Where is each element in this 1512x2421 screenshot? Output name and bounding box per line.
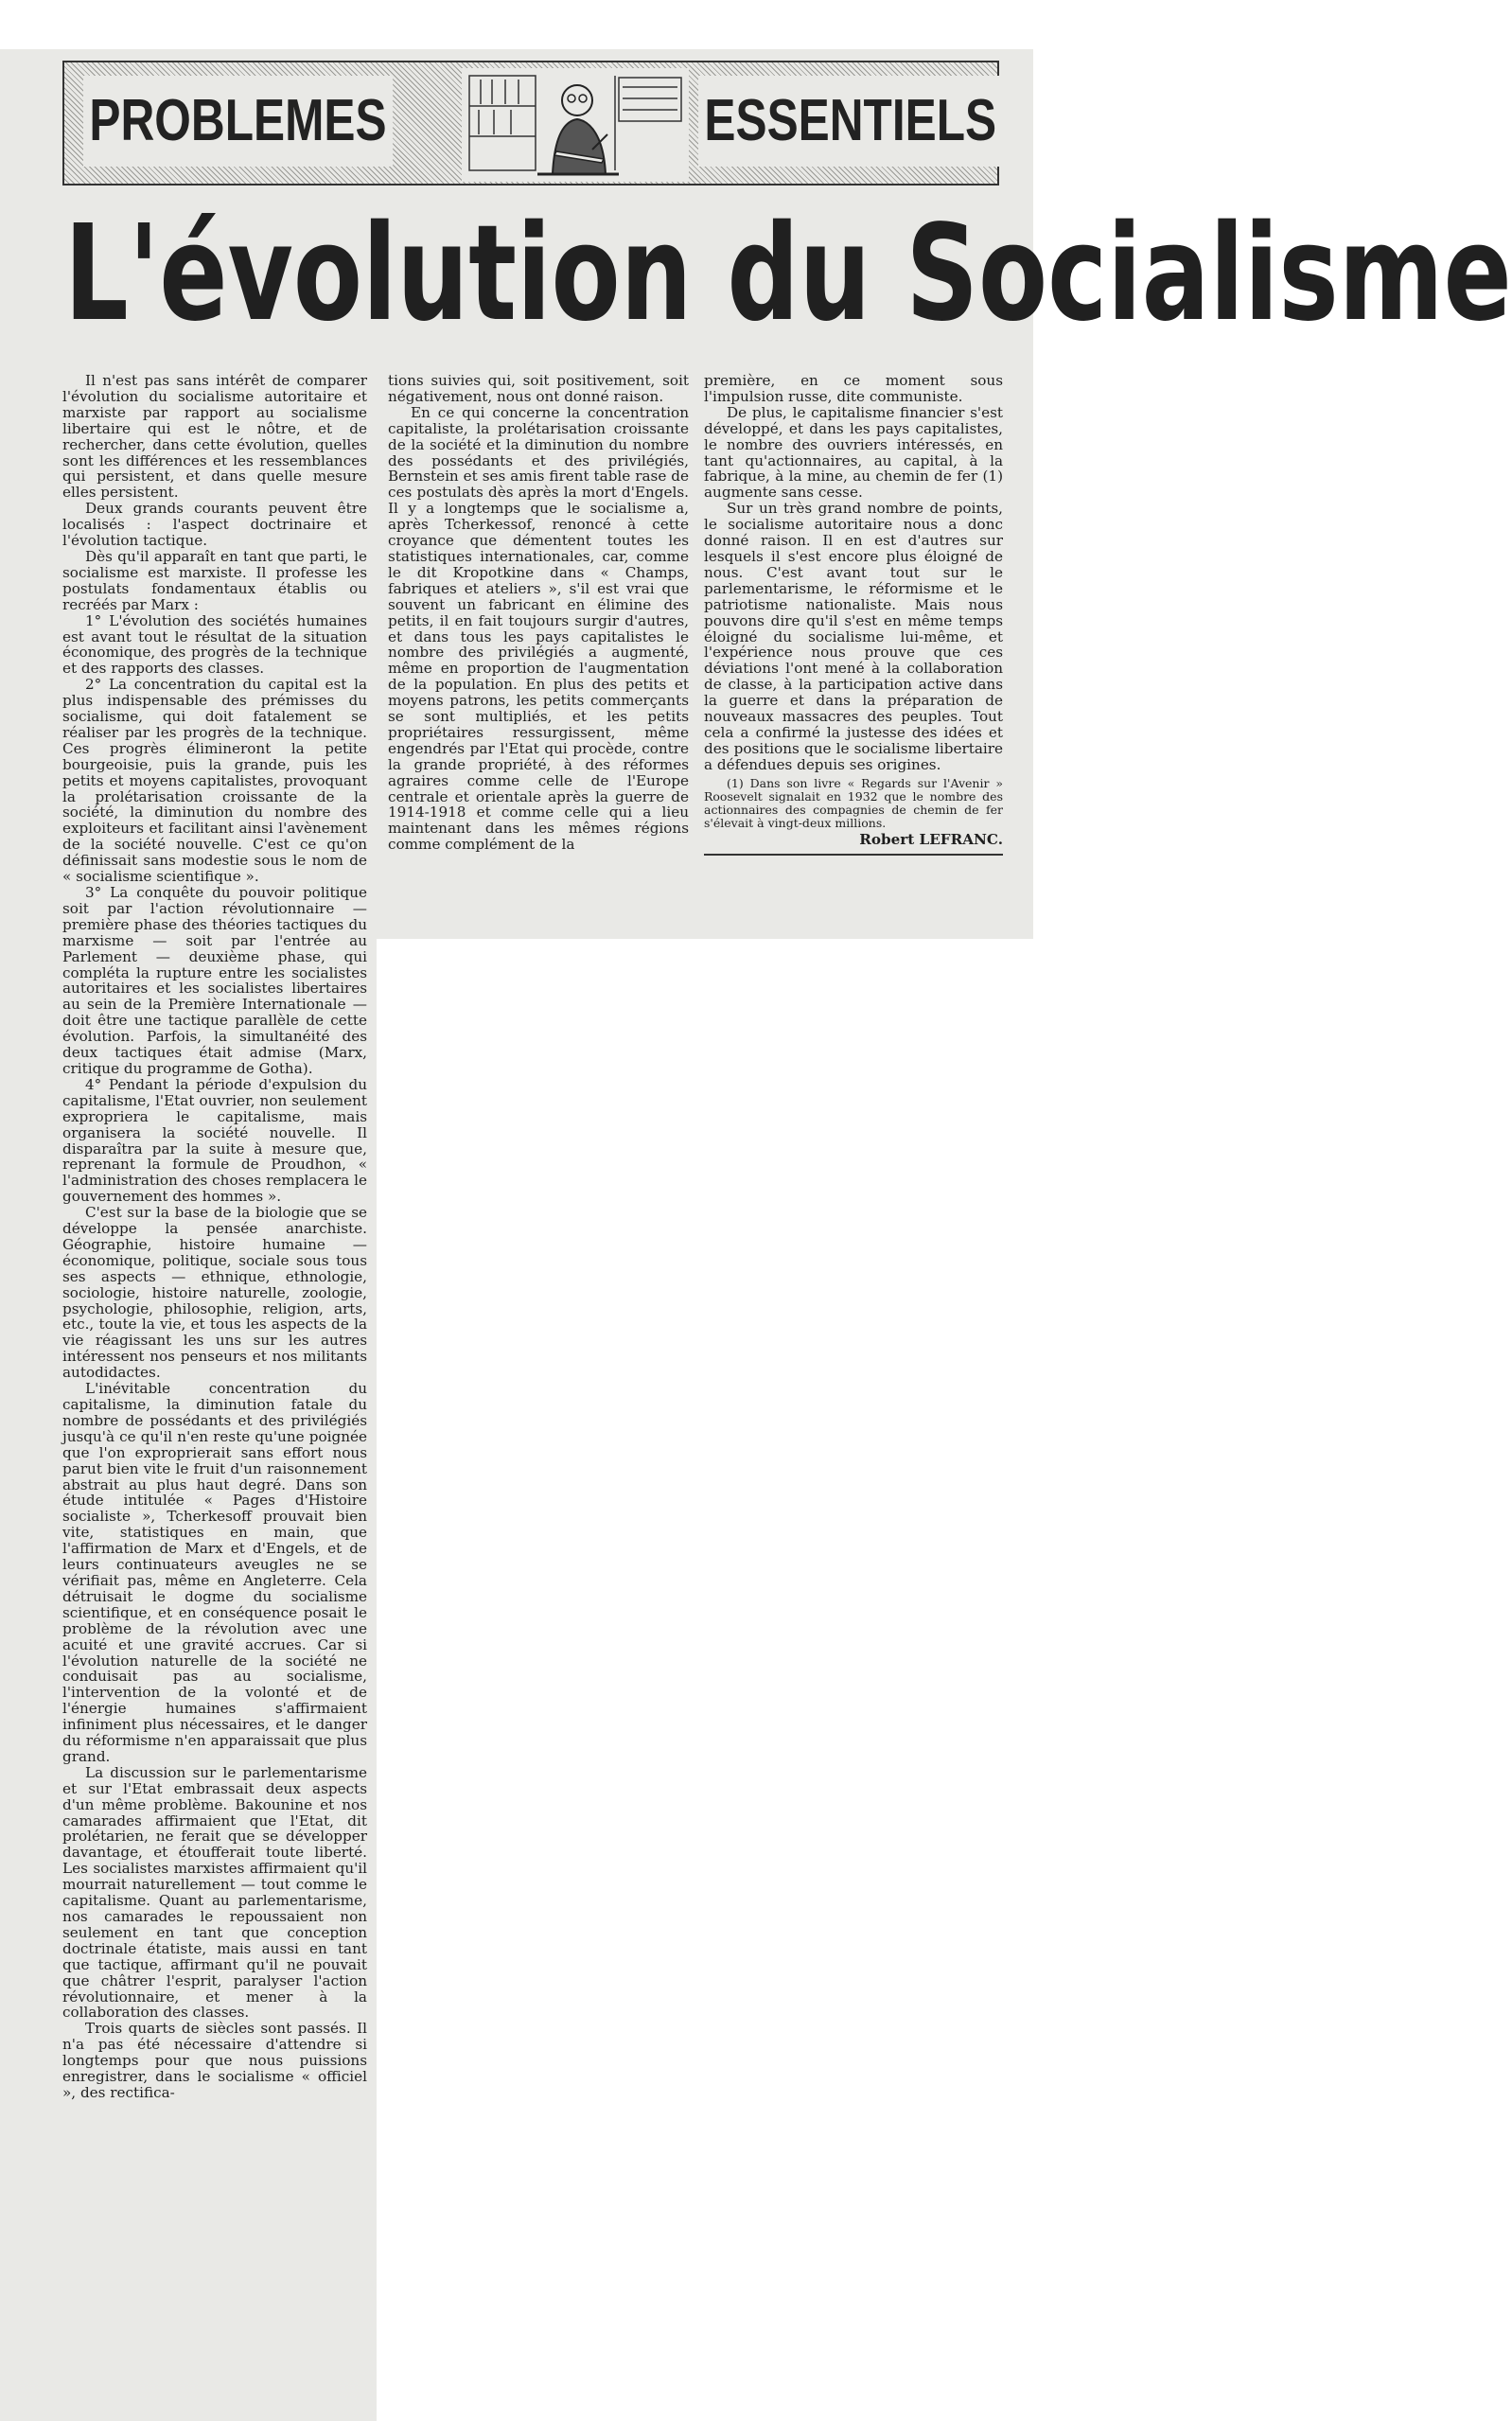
paragraph: 1° L'évolution des sociétés humaines est avant tout le résultat de la situation économique, des progrès de la technique et des rapports des classes. [62,611,367,678]
paragraph: Sur un très grand nombre de points, le socialisme autoritaire nous a donc donné raison. Il en est d'autres sur lesquels il s'est encore plus éloigné de nous. C'est avant tout sur le parlementarisme, le réformisme et le patriotisme nationaliste. Mais nous pouvons dire qu'il s'est en même temps éloigné du socialisme lui-même, et l'expérience nous prouve que ces déviations l'ont mené à la collaboration de classe, à la participation active dans la guerre et dans la préparation de nouveaux massacres des peuples. Tout cela a confirmé la justesse des idées et des positions que le socialisme libertaire a défendues depuis ses origines. [704,500,1003,773]
header-word-right: ESSENTIELS [698,76,1003,167]
author-signature: Robert LEFRANC. [859,830,1003,848]
paragraph: Il n'est pas sans intérêt de comparer l'évolution du socialisme autoritaire et marxiste par rapport au socialisme libertaire qui est le nôtre, et de rechercher, dans cette évolution, quelles sont les différences et les ressemblances qui persistent, et dans quelle mesure elles persistent. [62,372,367,502]
paragraph: C'est sur la base de la biologie que se développe la pensée anarchiste. Géographie, histoire humaine — économique, politique, sociale sous tous ses aspects — ethnique, ethnologie, sociologie, histoire naturelle, zoologie, psychologie, philosophie, religion, arts, etc., toute la vie, et tous les aspects de la vie réagissant les uns sur les autres intéressent nos penseurs et nos militants autodidactes. [62,1204,367,1382]
man-writing-illustration [462,68,689,182]
article-column-3 [704,373,1003,856]
paragraph: 2° La concentration du capital est la plus indispensable des prémisses du socialisme, qui doit fatalement se réaliser par les progrès de la technique. Ces progrès élimineront la petite bourgeoisie, puis la grande, puis les petits et moyens capitalistes, provoquant la prolétarisation croissante de la société, la diminution du nombre des exploiteurs et facilitant ainsi l'avènement de la société nouvelle. C'est ce qu'on définissait sans modestie sous le nom de « socialisme scientifique ». [62,676,367,886]
paragraph: Deux grands courants peuvent être localisés : l'aspect doctrinaire et l'évolution tactique. [62,500,367,550]
paragraph: Trois quarts de siècles sont passés. Il n'a pas été nécessaire d'attendre si longtemps pour que nous puissions enregistrer, dans le socialisme « officiel », des rectifica- [62,2020,367,2101]
paragraph: Dès qu'il apparaît en tant que parti, le socialisme est marxiste. Il professe les postulats fondamentaux établis ou recréés par Marx : [62,547,367,613]
paragraph: tions suivies qui, soit positivement, soit négativement, nous ont donné raison. [388,372,689,405]
paragraph: En ce qui concerne la concentration capitaliste, la prolétarisation croissante de la société et la diminution du nombre des possédants et des privilégiés, Bernstein et ses amis firent table rase de ces postulats dès après la mort d'Engels. Il y a longtemps que le socialisme a, après Tcherkessof, renoncé à cette croyance que démentent toutes les statistiques internationales, car, comme le dit Kropotkine dans « Champs, fabriques et ateliers », s'il est vrai que souvent un fabricant en élimine des petits, il en fait toujours surgir d'autres, et dans tous les pays capitalistes le nombre des privilégiés a augmenté, même en proportion de l'augmentation de la population. En plus des petits et moyens patrons, les petits commerçants se sont multipliés, et les petits propriétaires ressurgissent, même engendrés par l'Etat qui procède, contre la grande propriété, à des réformes agraires comme celle de l'Europe centrale et orientale après la guerre de 1914-1918 et comme celle qui a lieu maintenant dans les mêmes régions comme complément de la [388,403,689,854]
article-title: L'évolution du Socialisme [64,197,1512,351]
article-column-2 [388,373,689,853]
paragraph: 3° La conquête du pouvoir politique soit par l'action révolutionnaire — première phase des théories tactiques du marxisme — soit par l'entrée au Parlement — deuxième phase, qui compléta la rupture entre les socialistes autoritaires et les socialistes libertaires au sein de la Première Internationale — doit être une tactique parallèle de cette évolution. Parfois, la simultanéité des deux tactiques était admise (Marx, critique du programme de Gotha). [62,884,367,1077]
header-word-left: PROBLEMES [83,76,393,167]
footnote: (1) Dans son livre « Regards sur l'Avenir » Roosevelt signalait en 1932 que le nombre des actionnaires des compagnies de chemin de fer s'élevait à vingt-deux millions. [704,775,1003,830]
article-column-1 [62,373,367,2101]
paragraph: 4° Pendant la période d'expulsion du capitalisme, l'Etat ouvrier, non seulement expropriera le capitalisme, mais organisera la société nouvelle. Il disparaîtra par la suite à mesure que, reprenant la formule de Proudhon, « l'administration des choses remplacera le gouvernement des hommes ». [62,1075,367,1206]
paragraph: première, en ce moment sous l'impulsion russe, dite communiste. [704,372,1003,405]
paragraph: L'inévitable concentration du capitalisme, la diminution fatale du nombre de possédants et des privilégiés jusqu'à ce qu'il n'en reste qu'une poignée que l'on exproprierait sans effort nous parut bien vite le fruit d'un raisonnement abstrait au plus haut degré. Dans son étude intitulée « Pages d'Histoire socialiste », Tcherkesoff prouvait bien vite, statistiques en main, que l'affirmation de Marx et d'Engels, et de leurs continuateurs aveugles ne se vérifiait pas, même en Angleterre. Cela détruisait le dogme du socialisme scientifique, et en conséquence posait le problème de la révolution avec une acuité et une gravité accrues. Car si l'évolution naturelle de la société ne conduisait pas au socialisme, l'intervention de la volonté et de l'énergie humaines s'affirmaient infiniment plus nécessaires, et le danger du réformisme n'en apparaissait que plus grand. [62,1380,367,1765]
end-rule [704,854,1003,856]
paragraph: La discussion sur le parlementarisme et sur l'Etat embrassait deux aspects d'un même problème. Bakounine et nos camarades affirmaient que l'Etat, dit prolétarien, ne ferait que se développer davantage, et étoufferait toute liberté. Les socialistes marxistes affirmaient qu'il mourrait naturellement — tout comme le capitalisme. Quant au parlementarisme, nos camarades le repoussaient non seulement en tant que conception doctrinale étatiste, mais aussi en tant que tactique, affirmant qu'il ne pouvait que châtrer l'esprit, paralyser l'action révolutionnaire, et mener à la collaboration des classes. [62,1763,367,2022]
paragraph: De plus, le capitalisme financier s'est développé, et dans les pays capitalistes, le nombre des ouvriers intéressés, en tant qu'actionnaires, au capital, à la fabrique, à la mine, au chemin de fer (1) augmente sans cesse. [704,403,1003,502]
